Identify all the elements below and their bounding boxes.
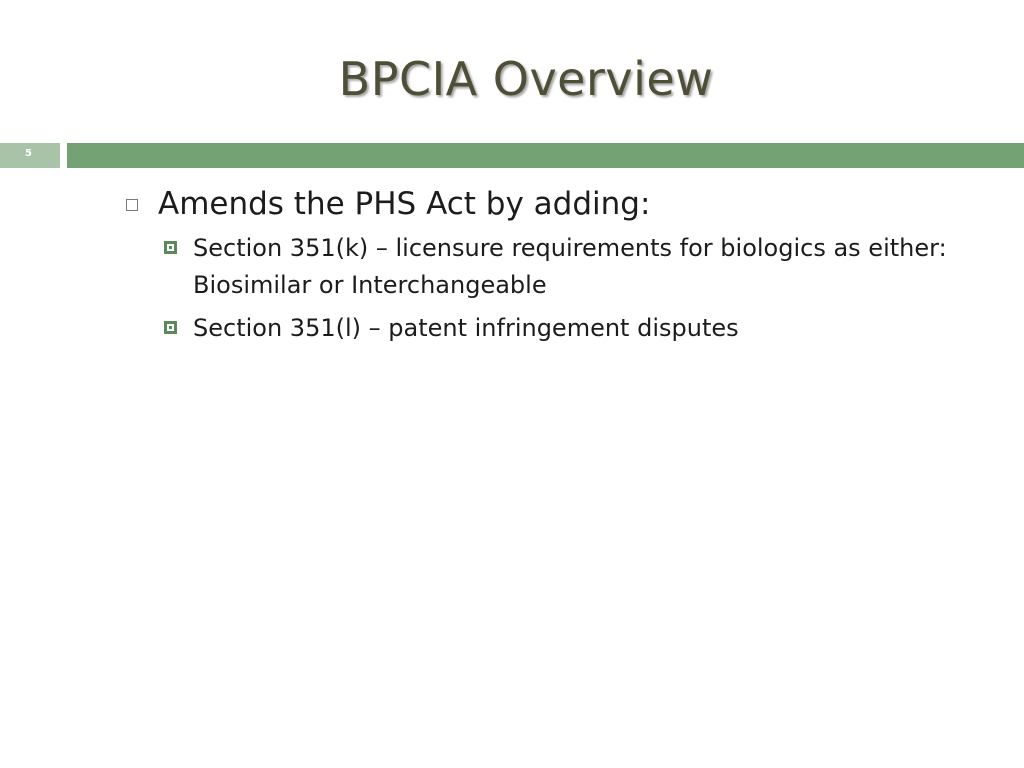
sub-bullet-item [0,230,1024,304]
slide-title: BPCIA Overview [338,52,714,106]
sub-bullet-item [0,310,1024,347]
bullet-item [0,180,1024,228]
square-bullet-icon [164,321,177,334]
slide-content [0,180,1024,353]
square-bullet-icon [164,241,177,254]
hollow-square-bullet-icon [126,199,138,211]
slide-number: 5 [25,148,32,159]
bullet-text: Amends the PHS Act by adding: [158,186,651,222]
sub-bullet-text: Section 351(k) – licensure requirements for biologics as either: Biosimilar or Interchangeable [193,234,947,299]
sub-bullet-text: Section 351(l) – patent infringement disputes [193,314,739,342]
title-divider-bar [67,143,1024,168]
